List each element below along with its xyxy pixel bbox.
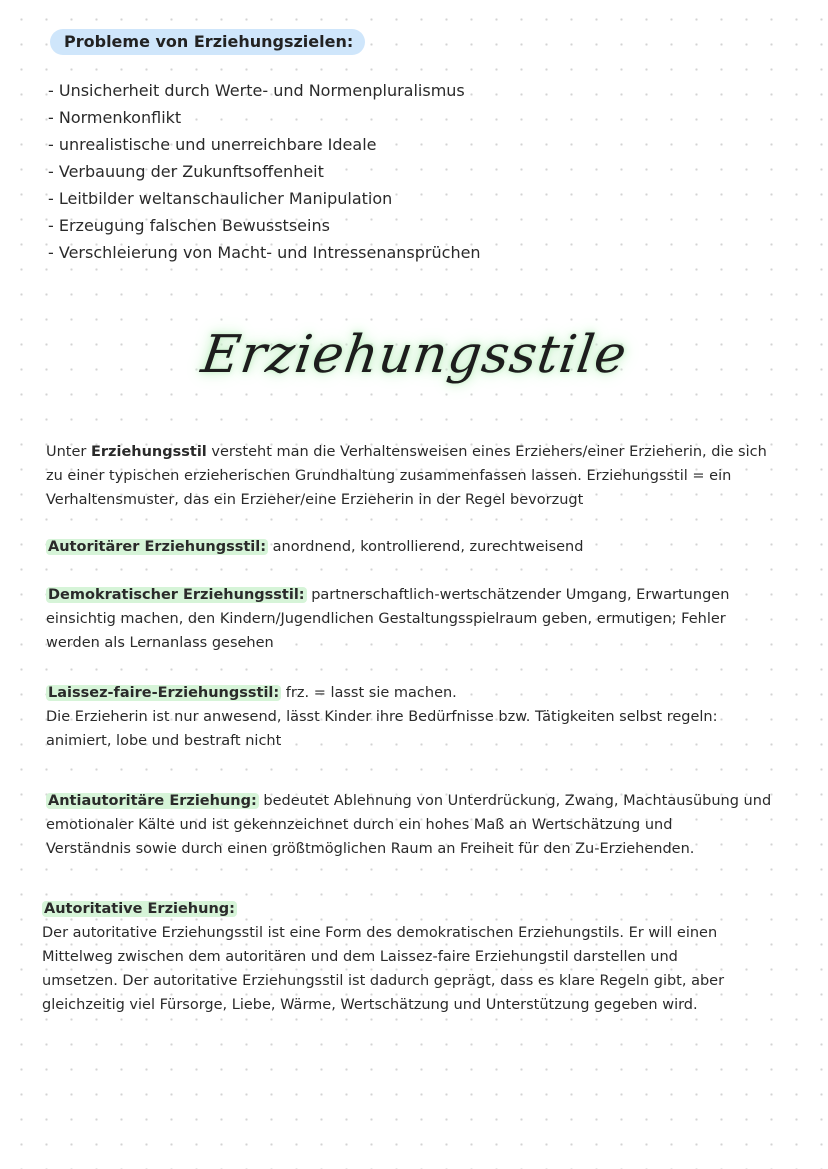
antiautoritaer-term: Antiautoritäre Erziehung: bbox=[48, 793, 257, 809]
problems-heading: Probleme von Erziehungszielen: bbox=[50, 29, 365, 55]
definition-line: zu einer typischen erzieherischen Grundhaltung zusammenfassen lassen. Erziehungsstil = ein bbox=[46, 468, 732, 484]
demokratisch-line: werden als Lernanlass gesehen bbox=[46, 635, 274, 651]
demokratisch-term: Demokratischer Erziehungsstil: bbox=[48, 587, 305, 603]
antiautoritaer-line1-text: bedeutet Ablehnung von Unterdrückung, Zwang, Machtausübung und bbox=[258, 793, 772, 809]
list-item: - Normenkonflikt bbox=[48, 108, 182, 127]
page-title-wrap bbox=[0, 325, 828, 385]
definition-line bbox=[46, 440, 767, 464]
definition-term: Erziehungsstil bbox=[90, 444, 207, 460]
antiautoritaer-line bbox=[46, 789, 771, 813]
list-item: - Leitbilder weltanschaulicher Manipulation bbox=[48, 189, 393, 208]
autoritaer-line bbox=[46, 535, 583, 559]
antiautoritaer-line: Verständnis sowie durch einen größtmöglichen Raum an Freiheit für den Zu-Erziehenden. bbox=[46, 841, 695, 857]
autoritativ-term-line bbox=[42, 897, 724, 921]
antiautoritaer-line: emotionaler Kälte und ist gekennzeichnet durch ein hohes Maß an Wertschätzung und bbox=[46, 817, 673, 833]
autoritaer-text: anordnend, kontrollierend, zurechtweisend bbox=[268, 539, 584, 555]
laissez-line: animiert, lobe und bestraft nicht bbox=[46, 733, 282, 749]
autoritativ-line: gleichzeitig viel Fürsorge, Liebe, Wärme, Wertschätzung und Unterstützung gegeben wird. bbox=[42, 997, 698, 1013]
definition-paragraph bbox=[46, 440, 767, 512]
definition-line: Verhaltensmuster, das ein Erzieher/eine Erzieherin in der Regel bevorzugt bbox=[46, 492, 584, 508]
list-item: - Erzeugung falschen Bewusstseins bbox=[48, 216, 330, 235]
definition-line1-text: versteht man die Verhaltensweisen eines Erziehers/einer Erzieherin, die sich bbox=[206, 444, 767, 460]
laissez-line1-text: frz. = lasst sie machen. bbox=[281, 685, 457, 701]
autoritaer-paragraph bbox=[46, 535, 583, 559]
autoritativ-line: Mittelweg zwischen dem autoritären und dem Laissez-faire Erziehungstil darstellen und bbox=[42, 949, 678, 965]
autoritativ-term: Autoritative Erziehung: bbox=[44, 901, 235, 917]
problems-list bbox=[48, 77, 481, 266]
list-item: - Verbauung der Zukunftsoffenheit bbox=[48, 162, 324, 181]
list-item: - Unsicherheit durch Werte- und Normenpluralismus bbox=[48, 81, 465, 100]
antiautoritaer-paragraph bbox=[46, 789, 771, 861]
autoritaer-term: Autoritärer Erziehungsstil: bbox=[48, 539, 267, 555]
page-title: Erziehungsstile bbox=[197, 325, 631, 385]
list-item: - unrealistische und unerreichbare Ideale bbox=[48, 135, 377, 154]
demokratisch-line: einsichtig machen, den Kindern/Jugendlichen Gestaltungsspielraum geben, ermutigen; Fehler bbox=[46, 611, 726, 627]
demokratisch-paragraph bbox=[46, 583, 729, 655]
definition-pre: Unter bbox=[46, 444, 91, 460]
autoritativ-paragraph bbox=[42, 897, 724, 1017]
list-item: - Verschleierung von Macht- und Intressenansprüchen bbox=[48, 243, 481, 262]
laissez-line: Die Erzieherin ist nur anwesend, lässt Kinder ihre Bedürfnisse bzw. Tätigkeiten selbst regeln: bbox=[46, 709, 718, 725]
autoritativ-line: Der autoritative Erziehungsstil ist eine Form des demokratischen Erziehungstils. Er will einen bbox=[42, 925, 718, 941]
laissez-term: Laissez-faire-Erziehungsstil: bbox=[48, 685, 280, 701]
laissez-line bbox=[46, 681, 718, 705]
demokratisch-line1-text: partnerschaftlich-wertschätzender Umgang, Erwartungen bbox=[306, 587, 730, 603]
autoritativ-line: umsetzen. Der autoritative Erziehungsstil ist dadurch geprägt, dass es klare Regeln gibt, aber bbox=[42, 973, 725, 989]
laissez-paragraph bbox=[46, 681, 718, 753]
demokratisch-line bbox=[46, 583, 729, 607]
